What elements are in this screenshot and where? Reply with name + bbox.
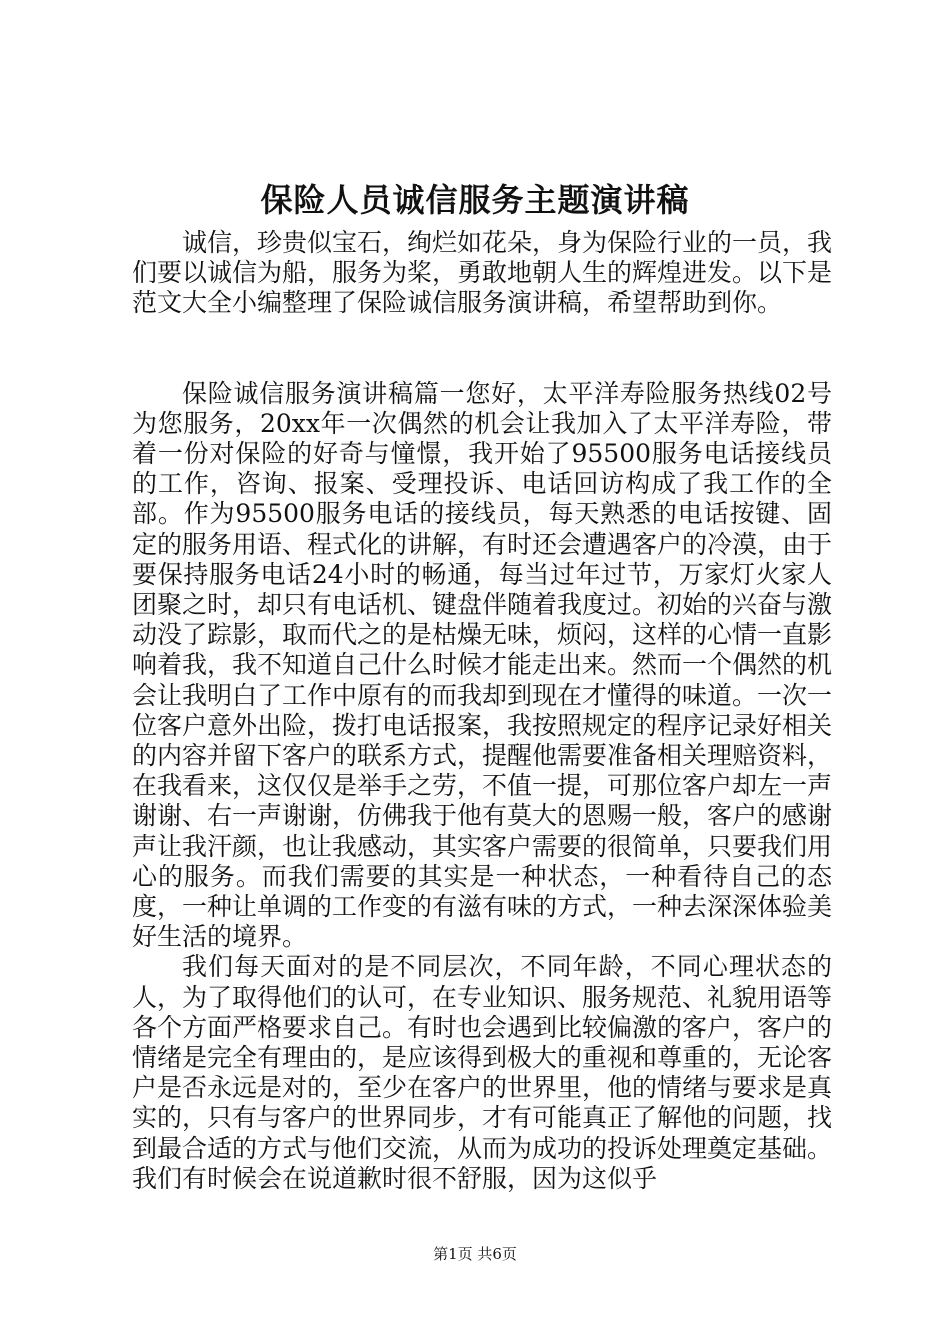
page-footer: 第1页 共6页 [433,1245,517,1263]
document-body [132,228,832,1194]
body-paragraph-1: 保险诚信服务演讲稿篇一您好，太平洋寿险服务热线02号为您服务，20xx年一次偶然的机会让我加入了太平洋寿险，带着一份对保险的好奇与憧憬，我开始了95500服务电话接线员的工作，咨询、报案、受理投诉、电话回访构成了我工作的全部。作为95500服务电话的接线员，每天熟悉的电话按键、固定的服务用语、程式化的讲解，有时还会遭遇客户的冷漠，由于要保持服务电话24小时的畅通，每当过年过节，万家灯火家人团聚之时，却只有电话机、键盘伴随着我度过。初始的兴奋与激动没了踪影，取而代之的是枯燥无味，烦闷，这样的心情一直影响着我，我不知道自己什么时候才能走出来。然而一个偶然的机会让我明白了工作中原有的而我却到现在才懂得的味道。一次一位客户意外出险，拨打电话报案，我按照规定的程序记录好相关的内容并留下客户的联系方式，提醒他需要准备相关理赔资料，在我看来，这仅仅是举手之劳，不值一提，可那位客户却左一声谢谢、右一声谢谢，仿佛我于他有莫大的恩赐一般，客户的感谢声让我汗颜，也让我感动，其实客户需要的很简单，只要我们用心的服务。而我们需要的其实是一种状态，一种看待自己的态度，一种让单调的工作变的有滋有味的方式，一种去深深体验美好生活的境界。 [132,378,833,952]
intro-paragraph: 诚信，珍贵似宝石，绚烂如花朵，身为保险行业的一员，我们要以诚信为船，服务为桨，勇敢地朝人生的辉煌进发。以下是范文大全小编整理了保险诚信服务演讲稿，希望帮助到你。 [132,228,833,318]
document-title: 保险人员诚信服务主题演讲稿 [260,181,690,219]
paragraph-gap [132,319,832,379]
body-paragraph-2: 我们每天面对的是不同层次，不同年龄，不同心理状态的人，为了取得他们的认可，在专业知识、服务规范、礼貌用语等各个方面严格要求自己。有时也会遇到比较偏激的客户，客户的情绪是完全有理由的，是应该得到极大的重视和尊重的，无论客户是否永远是对的，至少在客户的世界里，他的情绪与要求是真实的，只有与客户的世界同步，才有可能真正了解他的问题，找到最合适的方式与他们交流，从而为成功的投诉处理奠定基础。我们有时候会在说道歉时很不舒服，因为这似乎 [132,952,833,1193]
